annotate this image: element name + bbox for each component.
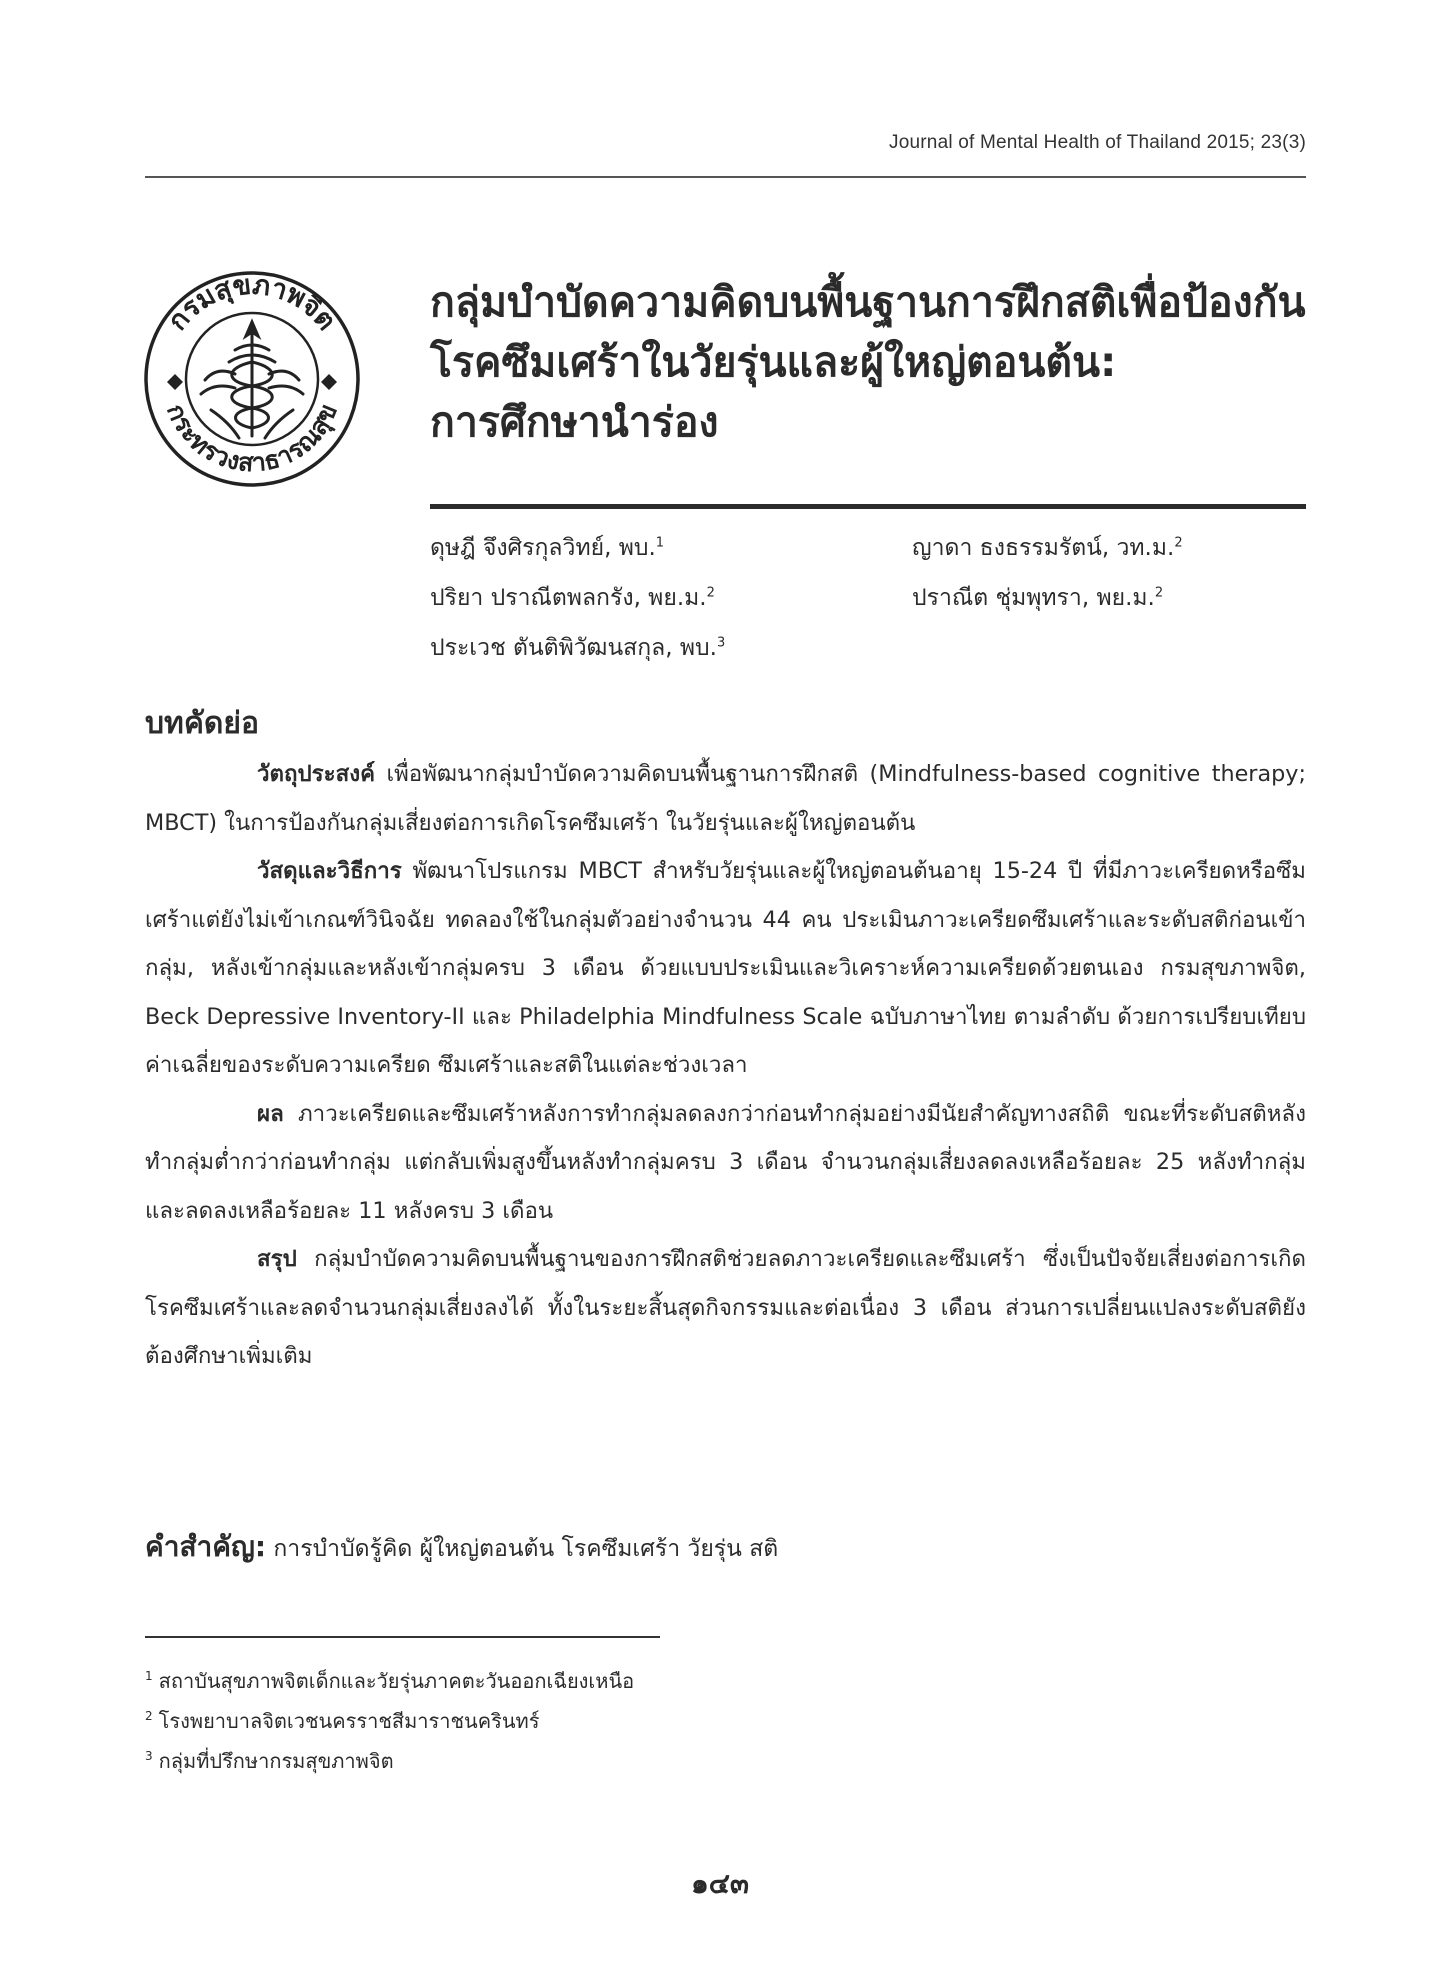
title-line-1: กลุ่มบำบัดความคิดบนพื้นฐานการฝึกสติเพื่อป้องกัน (430, 278, 1306, 326)
journal-header: Journal of Mental Health of Thailand 2015; 23(3) (889, 132, 1306, 153)
author-5: ประเวช ตันติพิวัฒนสกุล, พบ.$^3$ (430, 635, 726, 661)
author-3: ปริยา ปราณีตพลกรัง, พย.ม.$^2$ (430, 585, 715, 611)
abstract-conclusion: สรุป กลุ่มบำบัดความคิดบนพื้นฐานของการฝึกสติช่วยลดภาวะเครียดและซึมเศร้า ซึ่งเป็นปัจจัยเสี่ยงต่อการเกิดโรคซึมเศร้าและลดจำนวนกลุ่มเสี่ยงลงได้ ทั้งในระยะสิ้นสุดกิจกรรมและต่อเนื่อง 3 เดือน ส่วนการเปลี่ยนแปลงระดับสติยังต้องศึกษาเพิ่มเติม (145, 1246, 1306, 1369)
abstract-objective: วัตถุประสงค์ เพื่อพัฒนากลุ่มบำบัดความคิดบนพื้นฐานการฝึกสติ (Mindfulness-based cognitive therapy; MBCT) ในการป้องกันกลุ่มเสี่ยงต่อการเกิดโรคซึมเศร้า ในวัยรุ่นและผู้ใหญ่ตอนต้น (145, 761, 1306, 836)
abstract-body (145, 750, 1306, 1381)
footnote-3: $^3$ กลุ่มที่ปรึกษากรมสุขภาพจิต (145, 1749, 394, 1773)
title-divider (430, 504, 1306, 509)
svg-text:กระทรวงสาธารณสุข: กระทรวงสาธารณสุข (161, 399, 343, 478)
title-line-2: โรคซึมเศร้าในวัยรุ่นและผู้ใหญ่ตอนต้น: (430, 338, 1117, 386)
title-line-3: การศึกษานำร่อง (430, 398, 719, 446)
header-divider (145, 176, 1306, 178)
footnote-divider (145, 1636, 660, 1638)
abstract-methods: วัสดุและวิธีการ พัฒนาโปรแกรม MBCT สำหรับวัยรุ่นและผู้ใหญ่ตอนต้นอายุ 15-24 ปี ที่มีภาวะเครียดหรือซึมเศร้าแต่ยังไม่เข้าเกณฑ์วินิจฉัย ทดลองใช้ในกลุ่มตัวอย่างจำนวน 44 คน ประเมินภาวะเครียดซึมเศร้าและระดับสติก่อนเข้ากลุ่ม, หลังเข้ากลุ่มและหลังเข้ากลุ่มครบ 3 เดือน ด้วยแบบประเมินและวิเคราะห์ความเครียดด้วยตนเอง กรมสุขภาพจิต, Beck Depressive Inventory-II และ Philadelphia Mindfulness Scale ฉบับภาษาไทย ตามลำดับ ด้วยการเปรียบเทียบค่าเฉลี่ยของระดับความเครียด ซึมเศร้าและสติในแต่ละช่วงเวลา (145, 858, 1306, 1078)
abstract-heading: บทคัดย่อ (145, 706, 259, 741)
article-title (430, 272, 1310, 452)
keywords: คำสำคัญ: การบำบัดรู้คิด ผู้ใหญ่ตอนต้น โรคซึมเศร้า วัยรุ่น สติ (145, 1530, 779, 1563)
page-number: ๑๔๓ (690, 1867, 750, 1900)
ministry-seal-logo (143, 270, 361, 488)
footnote-2: $^2$ โรงพยาบาลจิตเวชนครราชสีมาราชนครินทร์ (145, 1709, 540, 1733)
author-4: ปราณีต ชุ่มพุทรา, พย.ม.$^2$ (912, 585, 1164, 611)
footnote-1: $^1$ สถาบันสุขภาพจิตเด็กและวัยรุ่นภาคตะวันออกเฉียงเหนือ (145, 1669, 635, 1693)
abstract-results: ผล ภาวะเครียดและซึมเศร้าหลังการทำกลุ่มลดลงกว่าก่อนทำกลุ่มอย่างมีนัยสำคัญทางสถิติ ขณะที่ระดับสติหลังทำกลุ่มต่ำกว่าก่อนทำกลุ่ม แต่กลับเพิ่มสูงขึ้นหลังทำกลุ่มครบ 3 เดือน จำนวนกลุ่มเสี่ยงลดลงเหลือร้อยละ 25 หลังทำกลุ่มและลดลงเหลือร้อยละ 11 หลังครบ 3 เดือน (145, 1100, 1306, 1224)
svg-text:กรมสุขภาพจิต: กรมสุขภาพจิต (161, 270, 342, 337)
author-2: ญาดา ธงธรรมรัตน์, วท.ม.$^2$ (912, 535, 1183, 561)
author-1: ดุษฎี จึงศิรกุลวิทย์, พบ.$^1$ (430, 535, 665, 561)
footnotes (145, 1665, 634, 1785)
